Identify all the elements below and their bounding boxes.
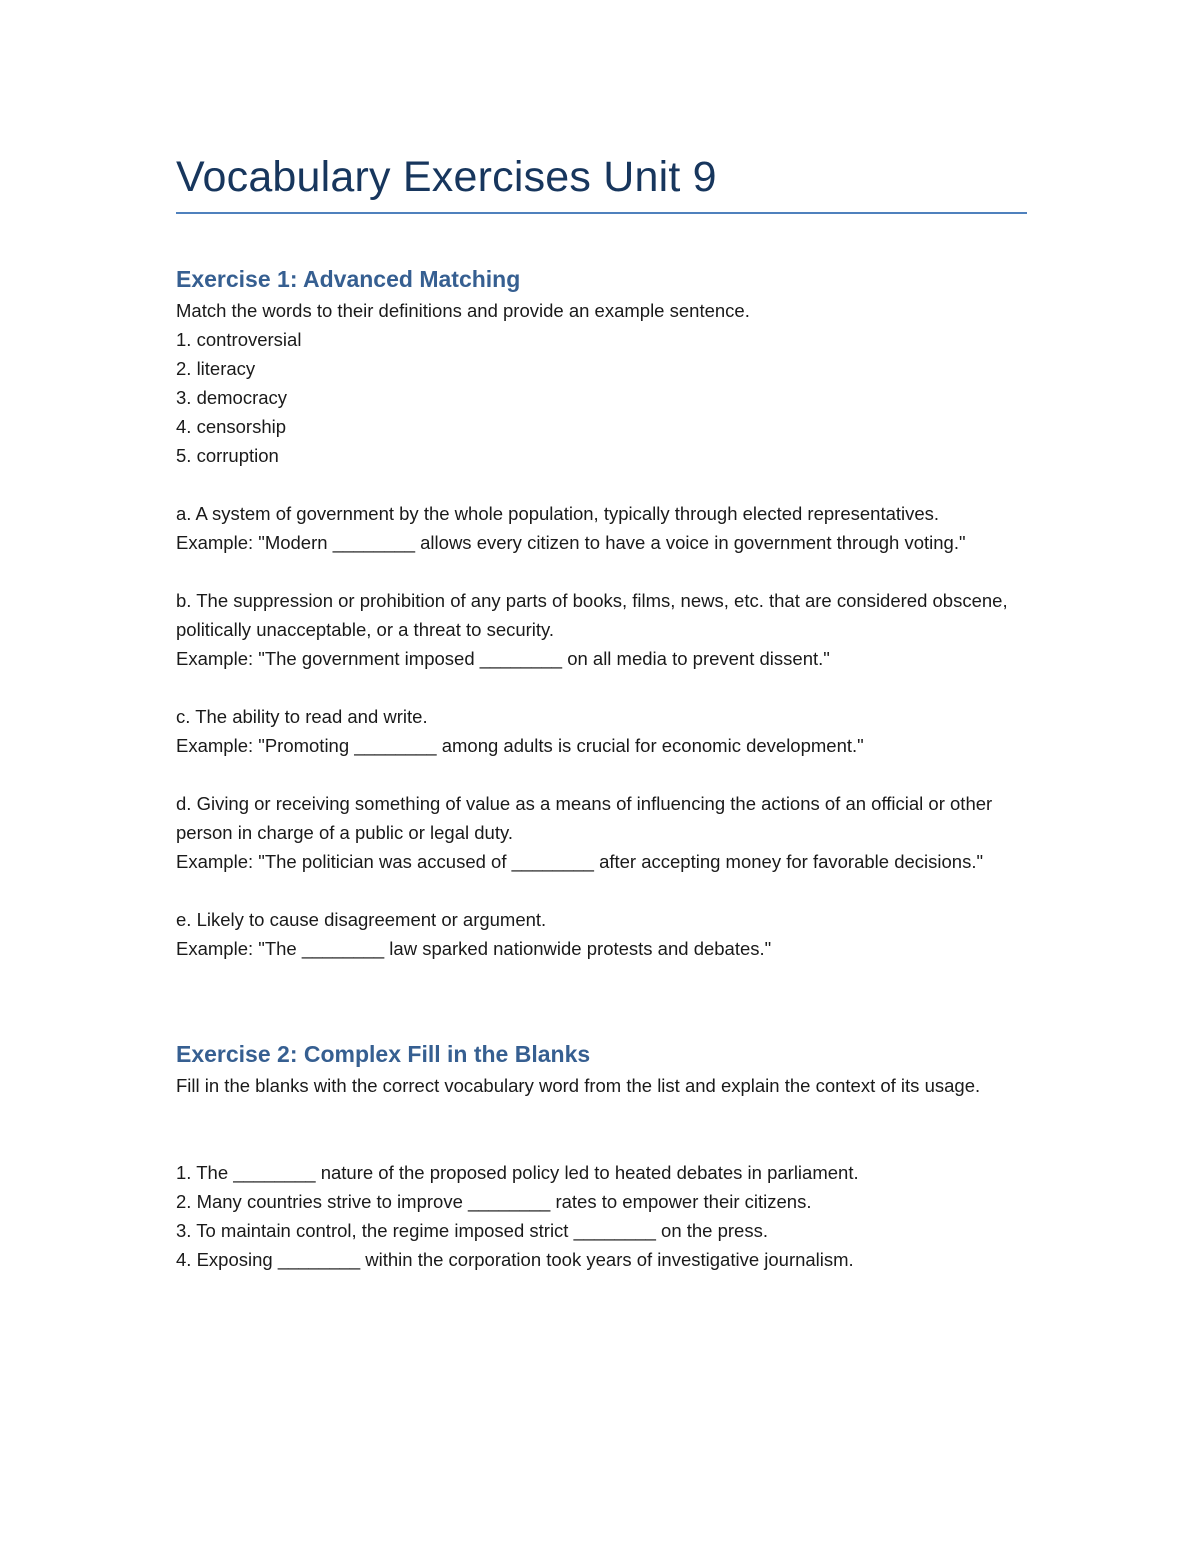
definition-example: Example: "Modern ________ allows every citizen to have a voice in government through voting." bbox=[176, 532, 966, 553]
question-item: 2. Many countries strive to improve ________ rates to empower their citizens. bbox=[176, 1191, 812, 1212]
exercise-2-heading: Exercise 2: Complex Fill in the Blanks bbox=[176, 1041, 591, 1067]
spacer bbox=[176, 760, 1026, 789]
definition-text: c. The ability to read and write. bbox=[176, 706, 428, 727]
spacer bbox=[176, 673, 1026, 702]
document-body bbox=[176, 150, 1026, 1274]
exercise-1-instructions: Match the words to their definitions and provide an example sentence. bbox=[176, 300, 750, 321]
word-item: 2. literacy bbox=[176, 358, 256, 379]
exercise-1-heading: Exercise 1: Advanced Matching bbox=[176, 266, 521, 292]
spacer bbox=[176, 1129, 1026, 1158]
definition-c bbox=[176, 702, 1026, 760]
spacer bbox=[176, 876, 1026, 905]
exercise-2-instructions: Fill in the blanks with the correct vocabulary word from the list and explain the context of its usage. bbox=[176, 1075, 981, 1096]
question-item: 1. The ________ nature of the proposed policy led to heated debates in parliament. bbox=[176, 1162, 859, 1183]
word-item: 1. controversial bbox=[176, 329, 302, 350]
definition-text: e. Likely to cause disagreement or argument. bbox=[176, 909, 547, 930]
definition-example: Example: "The politician was accused of ________ after accepting money for favorable decisions." bbox=[176, 851, 984, 872]
definition-a bbox=[176, 499, 1026, 557]
title-underline bbox=[176, 212, 1027, 214]
spacer bbox=[176, 557, 1026, 586]
definition-text: d. Giving or receiving something of value as a means of influencing the actions of an official or other person in charge of a public or legal duty. bbox=[176, 793, 993, 843]
word-item: 4. censorship bbox=[176, 416, 287, 437]
spacer bbox=[176, 470, 1026, 499]
definition-example: Example: "The government imposed ________ on all media to prevent dissent." bbox=[176, 648, 830, 669]
definition-e bbox=[176, 905, 1026, 963]
definition-text: a. A system of government by the whole population, typically through elected representatives. bbox=[176, 503, 940, 524]
question-list bbox=[176, 1158, 1026, 1274]
page-title: Vocabulary Exercises Unit 9 bbox=[176, 153, 717, 201]
definition-text: b. The suppression or prohibition of any parts of books, films, news, etc. that are considered obscene, politically unacceptable, or a threat to security. bbox=[176, 590, 1008, 640]
question-item: 4. Exposing ________ within the corporation took years of investigative journalism. bbox=[176, 1249, 854, 1270]
word-item: 3. democracy bbox=[176, 387, 288, 408]
definition-d bbox=[176, 789, 1026, 876]
definition-example: Example: "The ________ law sparked nationwide protests and debates." bbox=[176, 938, 772, 959]
definition-example: Example: "Promoting ________ among adults is crucial for economic development." bbox=[176, 735, 864, 756]
exercise-1-section bbox=[176, 264, 1026, 963]
question-item: 3. To maintain control, the regime imposed strict ________ on the press. bbox=[176, 1220, 768, 1241]
word-list bbox=[176, 325, 1026, 470]
spacer bbox=[176, 1100, 1026, 1129]
definition-b bbox=[176, 586, 1026, 673]
word-item: 5. corruption bbox=[176, 445, 279, 466]
exercise-2-section bbox=[176, 1039, 1026, 1274]
